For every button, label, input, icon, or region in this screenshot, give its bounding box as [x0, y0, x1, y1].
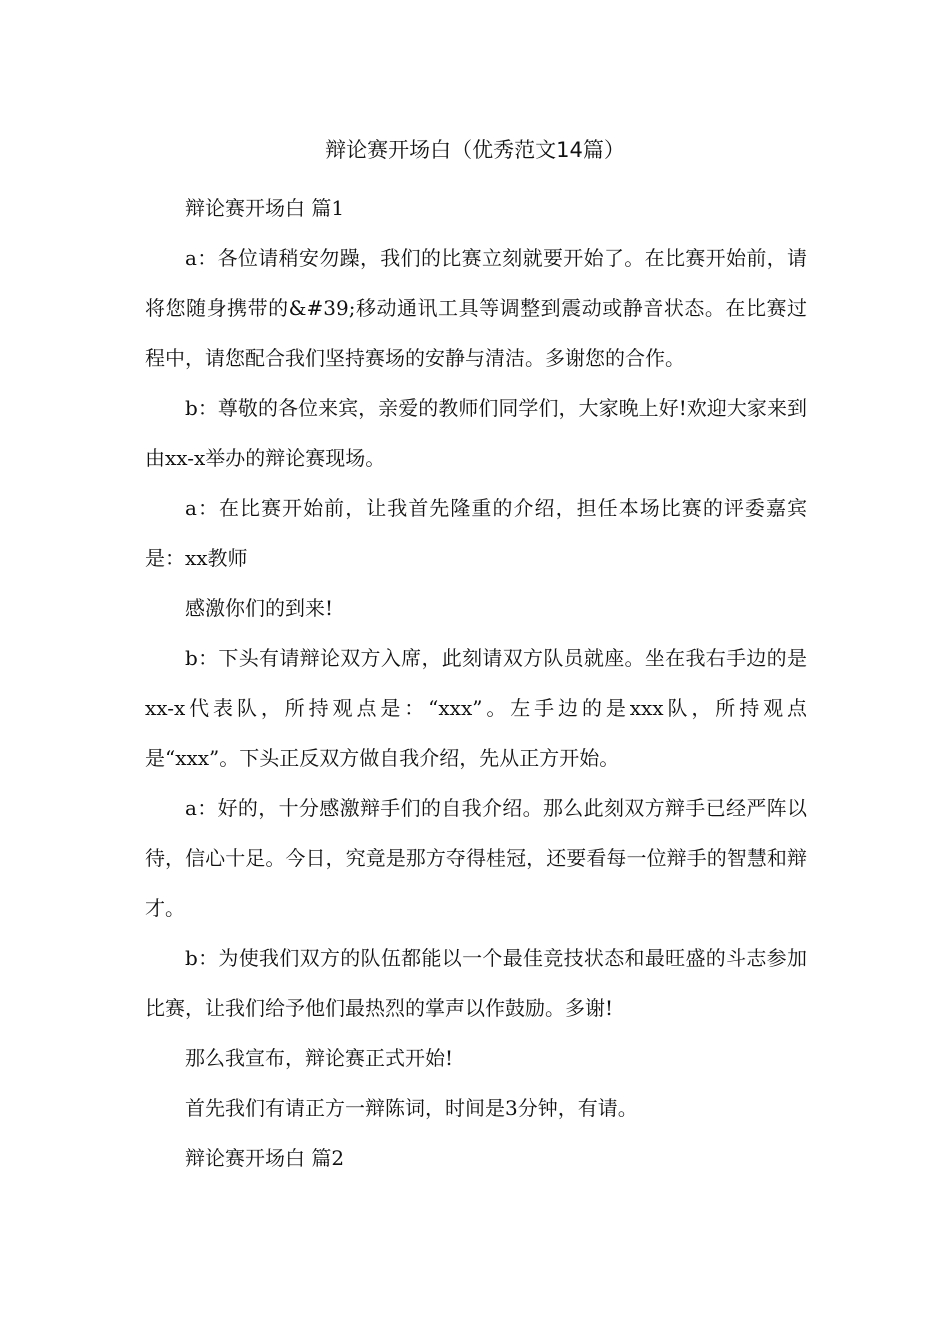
paragraph: a：各位请稍安勿躁，我们的比赛立刻就要开始了。在比赛开始前，请将您随身携带的&#39;移动通讯工具等调整到震动或静音状态。在比赛过程中，请您配合我们坚持赛场的安静与清洁。多谢您的合作。 [145, 246, 807, 370]
paragraph: 感激你们的到来! [185, 596, 334, 620]
section-heading: 辩论赛开场白 篇2 [185, 1146, 345, 1170]
paragraph: b：下头有请辩论双方入席，此刻请双方队员就座。坐在我右手边的是xx-x代表队，所持观点是：“xxx”。左手边的是xxx队，所持观点是“xxx”。下头正反双方做自我介绍，先从正方开始。 [145, 646, 807, 770]
section-heading: 辩论赛开场白 篇1 [185, 196, 345, 220]
paragraph: b：尊敬的各位来宾，亲爱的教师们同学们，大家晚上好!欢迎大家来到由xx-x举办的辩论赛现场。 [145, 396, 807, 470]
paragraph: 那么我宣布，辩论赛正式开始! [185, 1046, 454, 1070]
paragraph: a：好的，十分感激辩手们的自我介绍。那么此刻双方辩手已经严阵以待，信心十足。今日，究竟是那方夺得桂冠，还要看每一位辩手的智慧和辩才。 [145, 796, 807, 920]
paragraph: 首先我们有请正方一辩陈词，时间是3分钟，有请。 [185, 1096, 638, 1120]
document-body [145, 183, 807, 1183]
paragraph: a：在比赛开始前，让我首先隆重的介绍，担任本场比赛的评委嘉宾是：xx教师 [145, 496, 807, 570]
paragraph: b：为使我们双方的队伍都能以一个最佳竞技状态和最旺盛的斗志参加比赛，让我们给予他们最热烈的掌声以作鼓励。多谢! [145, 946, 807, 1020]
document-title: 辩论赛开场白（优秀范文14篇） [325, 138, 625, 162]
